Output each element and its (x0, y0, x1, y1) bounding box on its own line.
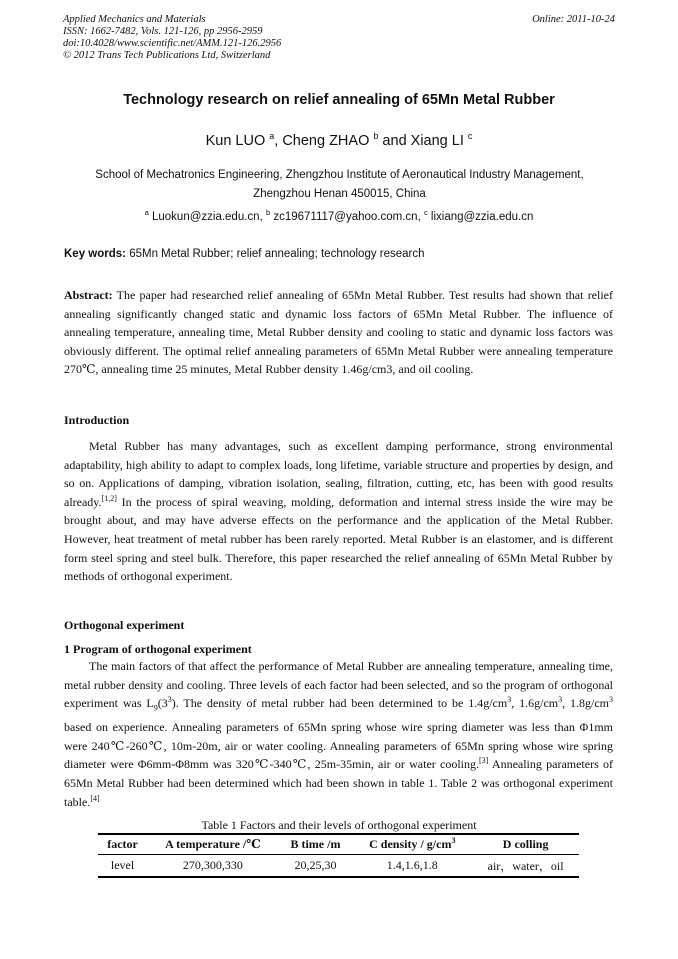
affiliation-line: School of Mechatronics Engineering, Zhengzhou Institute of Aeronautical Industry Management, (95, 169, 584, 181)
affiliation-line: Zhengzhou Henan 450015, China (253, 188, 426, 200)
issn-line: ISSN: 1662-7482, Vols. 121-126, pp 2956-2959 (63, 26, 263, 37)
copyright-line: © 2012 Trans Tech Publications Ltd, Switzerland (63, 50, 271, 61)
table-cell: 20,25,30 (279, 855, 353, 878)
keywords (64, 248, 425, 260)
citation: [1,2] (101, 493, 117, 503)
section-heading-introduction: Introduction (64, 413, 130, 427)
abstract (64, 286, 613, 379)
email-list (0, 208, 678, 223)
email-address: Luokun@zzia.edu.cn, (148, 210, 266, 223)
intro-text: Metal Rubber has many advantages, such as excellent damping performance, strong environmental adaptability, high ability to adapt to complex loads, long lifetime, variable structure and properties by design, and so on. Applications of damping, vibration isolation, sealing, filtration, cutting, etc, has been with good results already. (64, 439, 613, 509)
header-cell: B time /m (279, 834, 353, 855)
paragraph-text: , 1.8g/cm (562, 696, 609, 711)
header-text: C density / g/cm (369, 837, 452, 851)
paragraph-text: , 1.6g/cm (511, 696, 559, 711)
abstract-label: Abstract: (64, 288, 113, 302)
table-cell: 270,300,330 (147, 855, 279, 878)
superscript: 3 (609, 695, 613, 705)
author-superscript: a (269, 131, 275, 141)
superscript: 3 (558, 695, 563, 705)
keywords-text: 65Mn Metal Rubber; relief annealing; technology research (126, 248, 425, 260)
citation: [4] (90, 793, 100, 803)
table-cell: air，water，oil (472, 855, 579, 878)
intro-text: In the process of spiral weaving, molding, deformation and internal stress inside the wire may be brought about, and may have adverse effects on the performance and the application of the Metal Rubber. However, heat treatment of metal rubber has been rarely reported. Metal Rubber is an elastomer, and is different form steel spring and steel bulk. Therefore, this paper researched the relief annealing of 65Mn Metal Rubber by methods of orthogonal experiment. (64, 494, 613, 584)
citation: [3] (479, 756, 489, 766)
introduction-paragraph (64, 437, 613, 586)
subsection-heading: 1 Program of orthogonal experiment (64, 642, 252, 656)
superscript: 3 (451, 836, 456, 845)
abstract-text: The paper had researched relief annealing of 65Mn Metal Rubber. Test results had shown that relief annealing significantly changed static and dynamic loss factors of 65Mn Metal Rubber. The influence of annealing temperature, annealing time, Metal Rubber density and cooling to static and dynamic loss factors was obviously different. The optimal relief annealing parameters of 65Mn Metal Rubber were annealing temperature 270℃, annealing time 25 minutes, Metal Rubber density 1.46g/cm3, and oil cooling. (64, 288, 613, 377)
header-cell (352, 834, 472, 855)
table-header-row (98, 834, 579, 855)
doi-line: doi:10.4028/www.scientific.net/AMM.121-126.2956 (63, 38, 282, 49)
header-cell: A temperature /℃ (147, 834, 279, 855)
orthogonal-paragraph (64, 657, 613, 811)
author-list (0, 131, 678, 149)
table-row (98, 855, 579, 878)
email-address: lixiang@zzia.edu.cn (427, 210, 534, 223)
paragraph-text: ). The density of metal rubber had been determined to be 1.4g/cm (171, 696, 508, 711)
email-address: zc19671117@yahoo.com.cn, (270, 210, 424, 223)
author-superscript: c (467, 131, 473, 141)
author-name: , Cheng ZHAO (274, 132, 374, 149)
journal-name: Applied Mechanics and Materials (63, 14, 206, 25)
header-cell: factor (98, 834, 147, 855)
author-name: Kun LUO (205, 132, 270, 149)
table-cell: 1.4,1.6,1.8 (352, 855, 472, 878)
superscript: 3 (507, 695, 512, 705)
journal-header (63, 14, 615, 62)
section-heading-orthogonal: Orthogonal experiment (64, 618, 185, 632)
author-superscript: b (373, 131, 379, 141)
paragraph-text: (3 (157, 696, 168, 711)
author-name: and Xiang LI (378, 132, 468, 149)
table-caption: Table 1 Factors and their levels of orthogonal experiment (201, 818, 477, 832)
keywords-label: Key words: (64, 248, 126, 260)
subscript: 9 (153, 703, 158, 713)
paragraph-text: based on experience. Annealing parameters of 65Mn spring whose wire spring diameter was less than Φ1mm were 240℃-260℃, 10m-20m, air or water cooling. Annealing parameters of 65Mn spring whose wire spring diameter were Φ6mm-Φ8mm was 320℃-340℃, 25m-35min, air or water cooling. (64, 720, 613, 772)
paragraph-text: Annealing parameters of 65Mn Metal Rubber had been determined which had been shown in table 1. Table 2 was orthogonal experiment table. (64, 757, 613, 809)
table-cell: level (98, 855, 147, 878)
email-superscript: a (144, 208, 149, 217)
header-cell: D colling (472, 834, 579, 855)
factors-table (98, 833, 579, 878)
online-date: Online: 2011-10-24 (532, 14, 615, 25)
superscript: 3 (167, 695, 172, 705)
email-superscript: c (423, 208, 428, 217)
email-superscript: b (265, 208, 271, 217)
affiliation (64, 166, 615, 204)
paragraph-text: The main factors of that affect the performance of Metal Rubber are annealing temperature, annealing time, metal rubber density and cooling. Three levels of each factor had been selected, and so the program of orthogonal experiment was L (64, 659, 613, 711)
paper-title: Technology research on relief annealing of 65Mn Metal Rubber (123, 92, 555, 108)
